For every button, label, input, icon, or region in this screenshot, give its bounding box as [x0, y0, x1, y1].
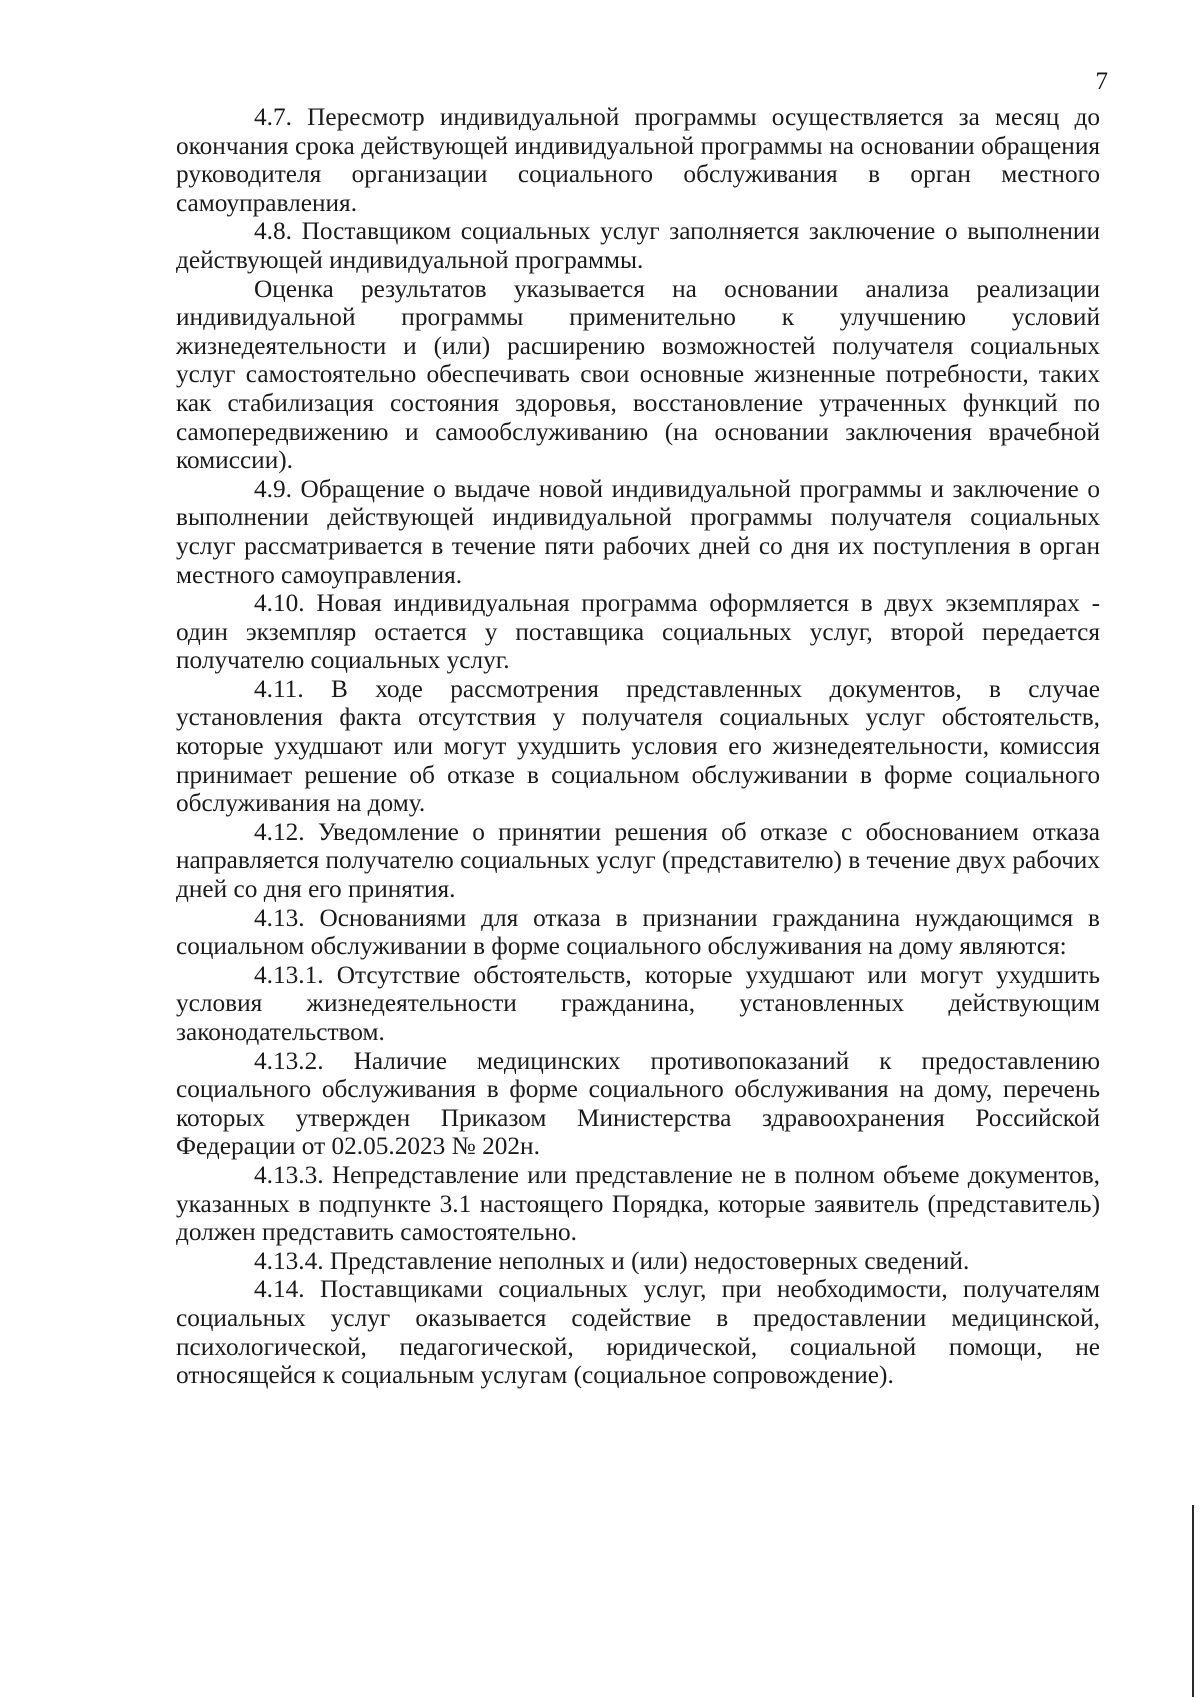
paragraph-4-9: 4.9. Обращение о выдаче новой индивидуальной программы и заключение о выполнении действующей индивидуальной программы получателя социальных услуг рассматривается в течение пяти рабочих дней со дня их поступления в орган местного самоуправления. — [176, 474, 1100, 589]
paragraph-4-12: 4.12. Уведомление о принятии решения об отказе с обоснованием отказа направляется получателю социальных услуг (представителю) в течение двух рабочих дней со дня его принятия. — [176, 817, 1100, 904]
paragraph-4-13-1: 4.13.1. Отсутствие обстоятельств, которые ухудшают или могут ухудшить условия жизнедеятельности гражданина, установленных действующим законодательством. — [176, 960, 1100, 1046]
document-body — [176, 103, 1100, 1390]
scan-edge-line — [1192, 1505, 1194, 1697]
paragraph-4-11: 4.11. В ходе рассмотрения представленных документов, в случае установления факта отсутствия у получателя социальных услуг обстоятельств, которые ухудшают или могут ухудшить условия его жизнедеятельности, комиссия принимает решение об отказе в социальном обслуживании в форме социального обслуживания на дому. — [176, 674, 1100, 818]
paragraph-4-13-3: 4.13.3. Непредставление или представление не в полном объеме документов, указанных в подпункте 3.1 настоящего Порядка, которые заявитель (представитель) должен представить самостоятельно. — [176, 1160, 1100, 1247]
paragraph-4-14: 4.14. Поставщиками социальных услуг, при необходимости, получателям социальных услуг оказывается содействие в предоставлении медицинской, психологической, педагогической, юридической, социальной помощи, не относящейся к социальным услугам (социальное сопровождение). — [176, 1275, 1100, 1390]
paragraph-4-8: 4.8. Поставщиком социальных услуг заполняется заключение о выполнении действующей индивидуальной программы. — [176, 217, 1100, 274]
paragraph-evaluation: Оценка результатов указывается на основании анализа реализации индивидуальной программы применительно к улучшению условий жизнедеятельности и (или) расширению возможностей получателя социальных услуг самостоятельно обеспечивать свои основные жизненные потребности, таких как стабилизация состояния здоровья, восстановление утраченных функций по самопередвижению и самообслуживанию (на основании заключения врачебной комиссии). — [176, 274, 1100, 475]
paragraph-4-7: 4.7. Пересмотр индивидуальной программы осуществляется за месяц до окончания срока действующей индивидуальной программы на основании обращения руководителя организации социального обслуживания в орган местного самоуправления. — [176, 103, 1100, 217]
paragraph-4-10: 4.10. Новая индивидуальная программа оформляется в двух экземплярах - один экземпляр остается у поставщика социальных услуг, второй передается получателю социальных услуг. — [176, 589, 1100, 675]
paragraph-4-13-2: 4.13.2. Наличие медицинских противопоказаний к предоставлению социального обслуживания в форме социального обслуживания на дому, перечень которых утвержден Приказом Министерства здравоохранения Российской Федерации от 02.05.2023 № 202н. — [176, 1046, 1100, 1161]
page-number: 7 — [1095, 68, 1108, 95]
paragraph-4-13-4: 4.13.4. Представление неполных и (или) недостоверных сведений. — [254, 1246, 970, 1275]
paragraph-4-13: 4.13. Основаниями для отказа в признании гражданина нуждающимся в социальном обслуживании в форме социального обслуживания на дому являются: — [176, 903, 1100, 961]
